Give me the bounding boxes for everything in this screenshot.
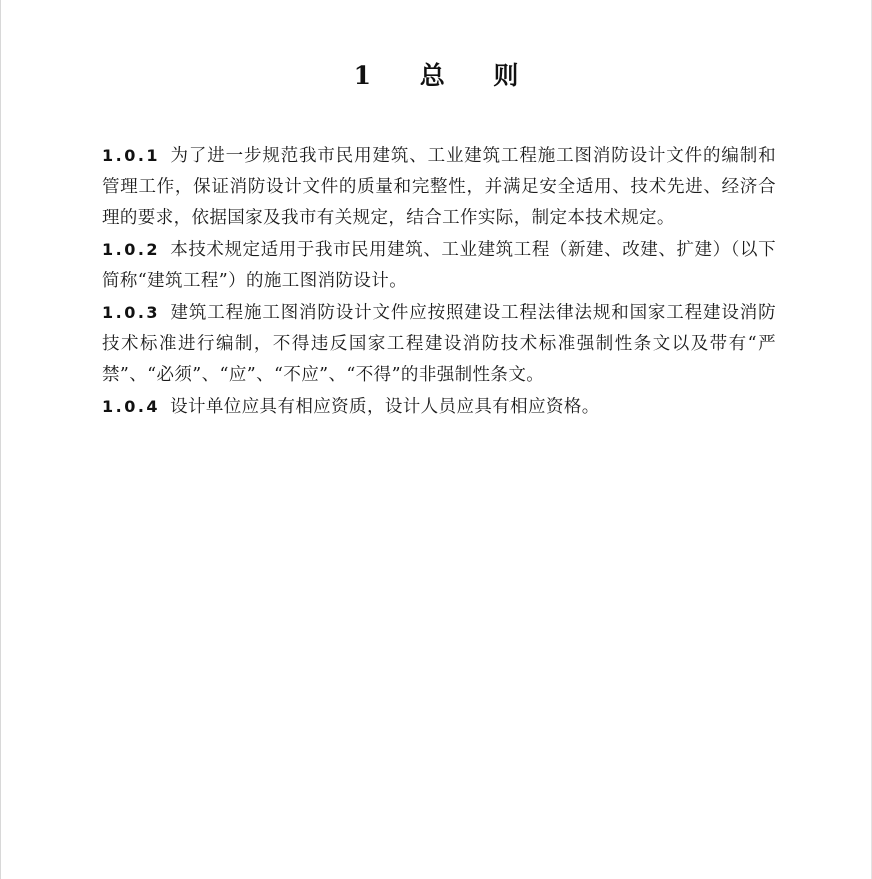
clause-number: 1.0.3 xyxy=(102,303,161,322)
clause-text: 建筑工程施工图消防设计文件应按照建设工程法律法规和国家工程建设消防技术标准进行编制，不得违反国家工程建设消防技术标准强制性条文以及带有“严禁”、“必须”、“应”、“不应”、“不得”的非强制性条文。 xyxy=(102,303,776,385)
chapter-body xyxy=(102,140,776,423)
clause-number: 1.0.4 xyxy=(102,397,161,416)
clause-1-0-3 xyxy=(102,297,776,391)
clause-1-0-4 xyxy=(102,391,776,423)
chapter-title: 1 总 则 xyxy=(353,61,539,90)
clause-number: 1.0.1 xyxy=(102,146,161,165)
clause-text: 设计单位应具有相应资质，设计人员应具有相应资格。 xyxy=(170,397,600,417)
clause-text: 本技术规定适用于我市民用建筑、工业建筑工程（新建、改建、扩建）（以下简称“建筑工程”）的施工图消防设计。 xyxy=(102,240,776,291)
clause-text: 为了进一步规范我市民用建筑、工业建筑工程施工图消防设计文件的编制和管理工作，保证消防设计文件的质量和完整性，并满足安全适用、技术先进、经济合理的要求，依据国家及我市有关规定，结合工作实际，制定本技术规定。 xyxy=(102,146,776,228)
clause-1-0-1 xyxy=(102,140,776,234)
page-edge-left xyxy=(0,0,1,879)
clause-1-0-2 xyxy=(102,234,776,297)
clause-number: 1.0.2 xyxy=(102,240,161,259)
